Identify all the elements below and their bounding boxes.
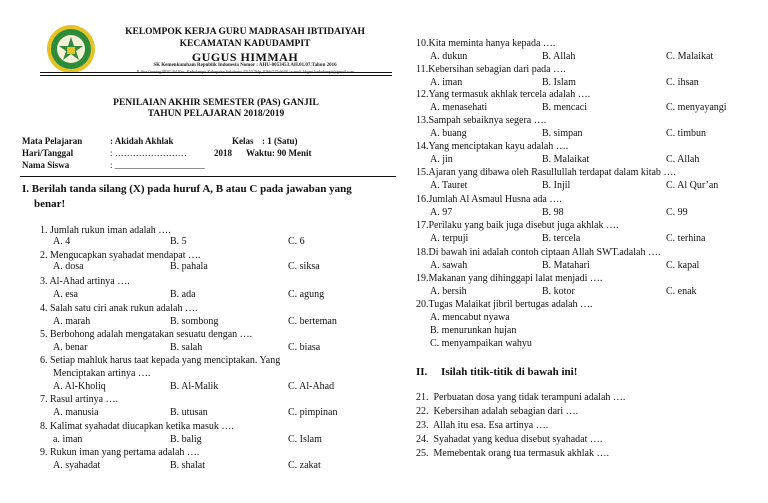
class-label: Kelas bbox=[232, 136, 254, 146]
option-c: C. Al Qur’an bbox=[666, 180, 719, 191]
name-value: : ____________________ bbox=[110, 160, 205, 170]
section1-instruction: I. Berilah tanda silang (X) pada huruf A, B atau C pada jawaban yang bbox=[22, 183, 352, 195]
option-c: C. Malaikat bbox=[666, 51, 714, 62]
option-a: A. buang bbox=[430, 128, 467, 139]
subject-label: Mata Pelajaran bbox=[22, 136, 83, 146]
option-b: B. shalat bbox=[170, 460, 205, 471]
name-label: Nama Siswa bbox=[22, 160, 70, 170]
header-line1: KELOMPOK KERJA GURU MADRASAH IBTIDAIYAH bbox=[125, 27, 365, 37]
essay-question-21: 21. Perbuatan dosa yang tidak terampuni adalah …. bbox=[416, 392, 626, 403]
option-c: C. siksa bbox=[288, 261, 320, 272]
option-a: A. terpuji bbox=[430, 233, 469, 244]
option-c: C. zakat bbox=[288, 460, 321, 471]
meta-rule bbox=[20, 176, 396, 177]
header-sk: SK Kemenkumham Republik Indonesia Nomor : AHU-0053453.AH.01.07.Tahun 2016 bbox=[153, 63, 337, 68]
option-b: B. Islam bbox=[542, 77, 576, 88]
class-value: : 1 (Satu) bbox=[262, 136, 298, 146]
question-17: 17.Perilaku yang baik juga disebut juga akhlak …. bbox=[416, 220, 619, 231]
option-c: C. enak bbox=[666, 286, 697, 297]
option-c: C. berteman bbox=[288, 316, 337, 327]
option-b: B. Allah bbox=[542, 51, 576, 62]
header-rule bbox=[40, 72, 392, 73]
header-rule-thin bbox=[40, 75, 392, 76]
date-value: : …………………… bbox=[110, 148, 187, 158]
option-a: A. mencabut nyawa bbox=[430, 312, 510, 323]
option-a: A. sawah bbox=[430, 260, 468, 271]
header-line3: GUGUS HIMMAH bbox=[191, 50, 299, 64]
option-c: C. timbun bbox=[666, 128, 707, 139]
option-b: B. Matahari bbox=[542, 260, 590, 271]
option-c: C. ihsan bbox=[666, 77, 699, 88]
option-a: A. 97 bbox=[430, 207, 453, 218]
option-b: B. mencaci bbox=[542, 102, 587, 113]
option-a: A. bersih bbox=[430, 286, 467, 297]
option-b: B. menurunkan hujan bbox=[430, 325, 517, 336]
option-c: C. 6 bbox=[288, 236, 305, 247]
option-b: B. simpan bbox=[542, 128, 583, 139]
question-3: 3. Al-Ahad artinya …. bbox=[40, 276, 130, 287]
question-13: 13.Sampah sebaiknya segera …. bbox=[416, 115, 547, 126]
option-c: C. pimpinan bbox=[288, 407, 338, 418]
question-6-cont: Menciptakan artinya …. bbox=[53, 368, 151, 379]
essay-question-24: 24. Syahadat yang kedua disebut syahadat …. bbox=[416, 434, 603, 445]
option-b: B. balig bbox=[170, 434, 202, 445]
option-a: a. iman bbox=[53, 434, 83, 445]
subject-value: : Akidah Akhlak bbox=[110, 136, 174, 146]
question-2: 2. Mengucapkan syahadat mendapat …. bbox=[40, 250, 201, 261]
question-12: 12.Yang termasuk akhlak tercela adalah …. bbox=[416, 89, 591, 100]
question-8: 8. Kalimat syahadat diucapkan ketika masuk …. bbox=[40, 421, 234, 432]
option-a: A. manusia bbox=[53, 407, 99, 418]
option-a: A. dosa bbox=[53, 261, 84, 272]
option-a: A. Tauret bbox=[430, 180, 468, 191]
option-a: A. syahadat bbox=[53, 460, 101, 471]
option-b: B. Injil bbox=[542, 180, 571, 191]
option-b: B. kotor bbox=[542, 286, 575, 297]
exam-year: TAHUN PELAJARAN 2018/2019 bbox=[147, 109, 285, 119]
option-b: B. ada bbox=[170, 289, 196, 300]
option-b: B. salah bbox=[170, 342, 203, 353]
question-1: 1. Jumlah rukun iman adalah …. bbox=[40, 225, 171, 236]
option-a: A. benar bbox=[53, 342, 88, 353]
option-a: A. 4 bbox=[53, 236, 71, 247]
option-a: A. esa bbox=[53, 289, 78, 300]
question-20: 20.Tugas Malaikat jibril bertugas adalah …. bbox=[416, 299, 593, 310]
question-6: 6. Setiap mahluk harus taat kepada yang menciptakan. Yang bbox=[40, 355, 281, 366]
option-a: A. menasehati bbox=[430, 102, 488, 113]
question-19: 19.Makanan yang dihinggapi lalat menjadi …. bbox=[416, 273, 603, 284]
option-c: C. terhina bbox=[666, 233, 706, 244]
option-b: B. 98 bbox=[542, 207, 564, 218]
header-address: Jl. Sira Gunung RT01 /04 Kec. Kadudampit Kabupaten Sukabumi 43153 Telp. 0266-525-6648 / e-mail: kkgmi.kadudampit@gmail.com bbox=[136, 69, 354, 74]
time-label: Waktu: 90 Menit bbox=[246, 148, 312, 158]
option-c: C. 99 bbox=[666, 207, 688, 218]
question-5: 5. Berbohong adalah mengatakan sesuatu dengan …. bbox=[40, 329, 253, 340]
header-line2: KECAMATAN KADUDAMPIT bbox=[179, 39, 311, 49]
option-c: C. Islam bbox=[288, 434, 322, 445]
essay-question-23: 23. Allah itu esa. Esa artinya …. bbox=[416, 420, 549, 431]
option-a: A. Al-Kholiq bbox=[53, 381, 106, 392]
option-c: C. biasa bbox=[288, 342, 321, 353]
right-column bbox=[400, 0, 768, 503]
option-b: B. 5 bbox=[170, 236, 187, 247]
option-b: B. Malaikat bbox=[542, 154, 590, 165]
exam-title: PENILAIAN AKHIR SEMESTER (PAS) GANJIL bbox=[113, 98, 319, 108]
option-b: B. utusan bbox=[170, 407, 208, 418]
option-b: B. tercela bbox=[542, 233, 581, 244]
question-4: 4. Salah satu ciri anak rukun adalah …. bbox=[40, 303, 198, 314]
question-7: 7. Rasul artinya …. bbox=[40, 394, 119, 405]
section2-instruction: II. Isilah titik-titik di bawah ini! bbox=[416, 366, 578, 378]
option-a: A. marah bbox=[53, 316, 91, 327]
option-b: B. pahala bbox=[170, 261, 208, 272]
essay-question-22: 22. Kebersihan adalah sebagian dari …. bbox=[416, 406, 579, 417]
question-18: 18.Di bawah ini adalah contoh ciptaan Allah SWT.adalah …. bbox=[416, 247, 661, 258]
question-11: 11.Kebersihan sebagian dari pada …. bbox=[416, 64, 566, 75]
kkg-emblem-icon bbox=[46, 24, 96, 74]
essay-question-25: 25. Memebentak orang tua termasuk akhlak …. bbox=[416, 448, 609, 459]
option-b: B. Al-Malik bbox=[170, 381, 219, 392]
question-14: 14.Yang menciptakan kayu adalah …. bbox=[416, 141, 569, 152]
question-15: 15.Ajaran yang dibawa oleh Rasullullah terdapat dalam kitab …. bbox=[416, 167, 676, 178]
option-a: A. jin bbox=[430, 154, 453, 165]
date-label: Hari/Tanggal bbox=[22, 148, 74, 158]
option-c: C. Al-Ahad bbox=[288, 381, 335, 392]
option-a: A. iman bbox=[430, 77, 463, 88]
option-a: A. dukun bbox=[430, 51, 468, 62]
option-b: B. sombong bbox=[170, 316, 219, 327]
date-year: 2018 bbox=[214, 148, 232, 158]
question-10: 10.Kita meminta hanya kepada …. bbox=[416, 38, 556, 49]
option-c: C. menyampaikan wahyu bbox=[430, 338, 532, 349]
option-c: C. menyayangi bbox=[666, 102, 727, 113]
question-16: 16.Jumlah Al Asmaul Husna ada …. bbox=[416, 194, 562, 205]
option-c: C. kapal bbox=[666, 260, 700, 271]
section1-instruction-cont: benar! bbox=[34, 198, 66, 210]
option-c: C. agung bbox=[288, 289, 325, 300]
question-9: 9. Rukun iman yang pertama adalah …. bbox=[40, 447, 200, 458]
option-c: C. Allah bbox=[666, 154, 700, 165]
